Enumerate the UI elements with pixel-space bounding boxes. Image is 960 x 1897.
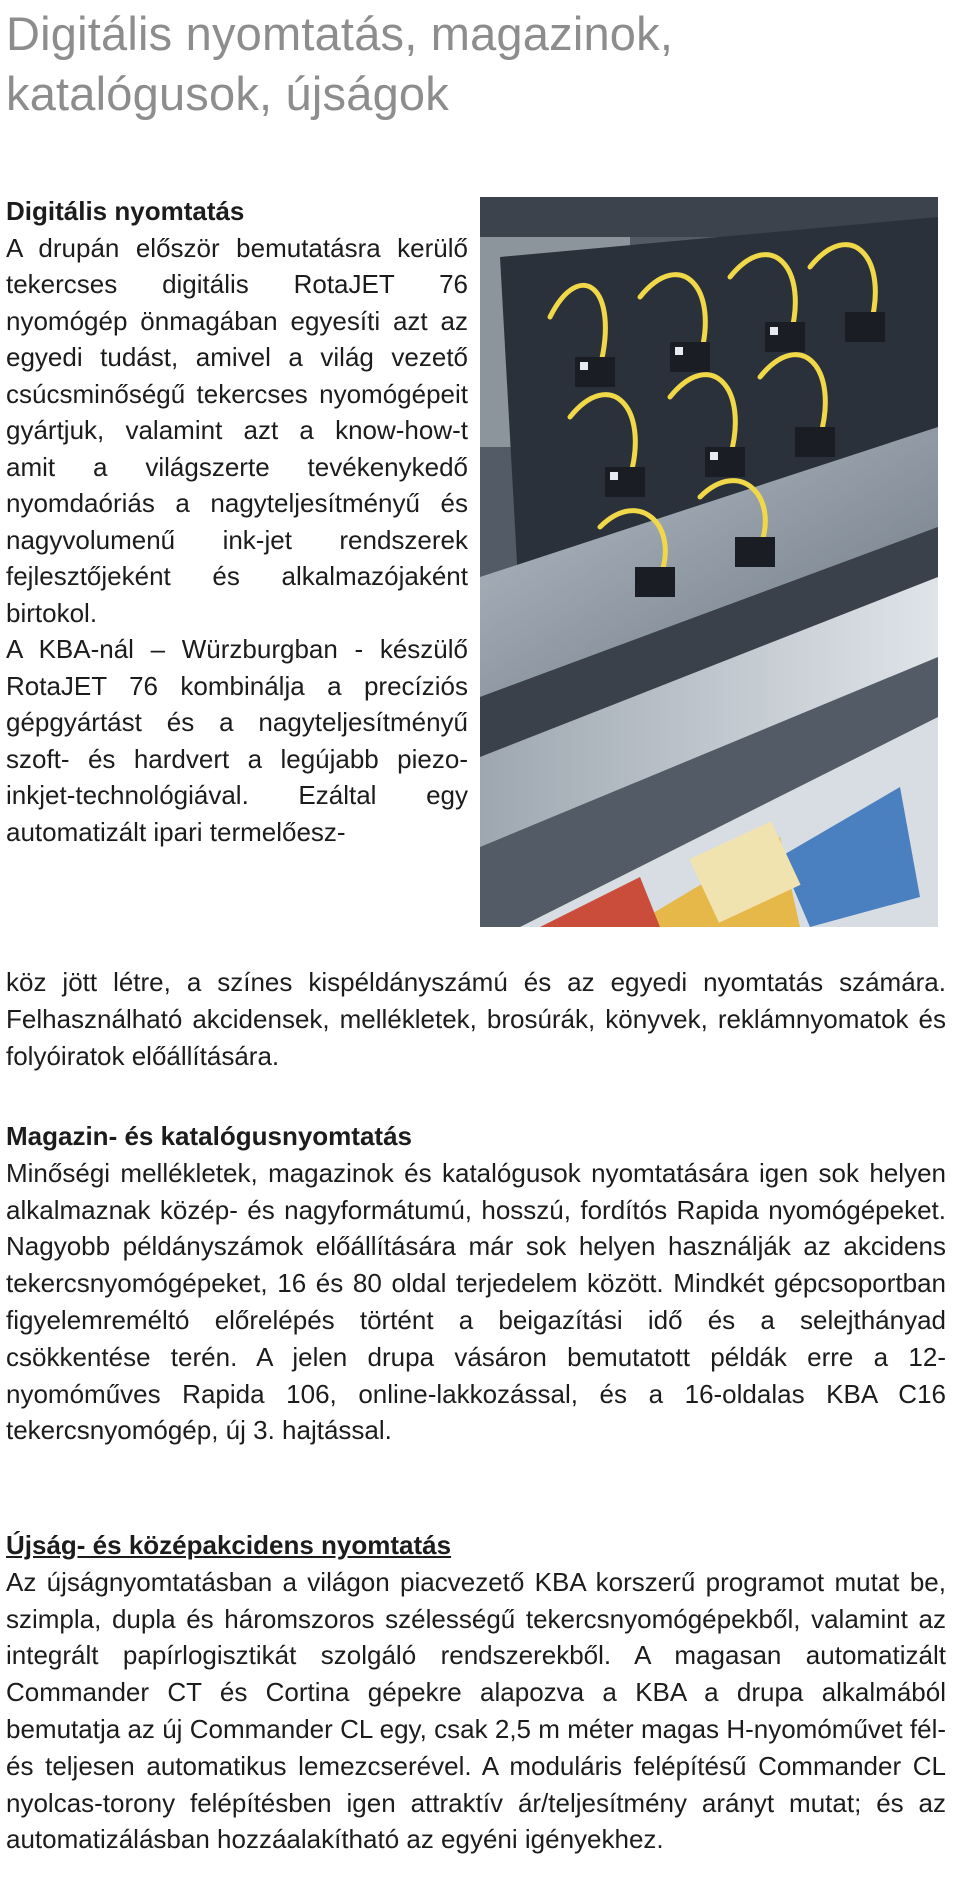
printing-machine-photo — [480, 197, 938, 927]
section-heading-digital-printing: Digitális nyomtatás — [6, 196, 245, 226]
paragraph-newspaper: Az újságnyomtatásban a világon piacvezető KBA korszerű programot mutat be, szimpla, dupla és háromszoros szélességű tekercsnyomógépekből, valamint az integrált papírlogisztikát szolgáló rendszerekből. A magasan automatizált Commander CT és Cortina gépekre alapozva a KBA a drupa alkalmából bemutatja az új Commander CL egy, csak 2,5 m méter magas H-nyomóművet fél- és teljesen automatikus lemezcserével. A moduláris felépítésű Commander CL nyolcas-torony felépítésben igen attraktív ár/teljesítmény arányt mutat; és az automatizálásban hozzáalakítható az egyéni igényekhez. — [6, 1566, 946, 1855]
paragraph-digital-printing-usage: köz jött létre, a színes kispéldányszámú és az egyedi nyomtatás számára. Felhasználható akcidensek, mellékletek, brosúrák, könyvek, reklámnyomatok és folyóiratok előállítására. — [6, 967, 946, 1071]
magazine-catalog-section — [6, 1118, 946, 1449]
page-title: Digitális nyomtatás, magazinok, katalógusok, újságok — [6, 7, 674, 120]
paragraph-kba-wurzburg: A KBA-nál – Würzburgban - készülő RotaJET 76 kombinálja a precíziós gépgyártást és a nagyteljesítményű szoft- és hardvert a legújabb piezo-inkjet-technológiával. Ezáltal egy automatizált ipari termelőesz- — [6, 634, 468, 847]
digital-printing-column — [6, 193, 468, 850]
newspaper-section — [6, 1527, 946, 1858]
paragraph-magazine-catalog: Minőségi mellékletek, magazinok és katalógusok nyomtatására igen sok helyen alkalmaznak közép- és nagyformátumú, hosszú, fordítós Rapida nyomógépeket. Nagyobb példányszámok előállítására már sok helyen használják az akcidens tekercsnyomógépeket, 16 és 80 oldal terjedelem között. Mindkét gépcsoportban figyelemreméltó előrelépés történt a beigazítási idő és a selejthányad csökkentése terén. A jelen drupa vásáron bemutatott példák erre a 12-nyomóműves Rapida 106, online-lakkozással, és a 16-oldalas KBA C16 tekercsnyomógép, új 3. hajtással. — [6, 1157, 946, 1446]
digital-printing-continuation — [6, 964, 946, 1074]
section-heading-magazine-catalog: Magazin- és katalógusnyomtatás — [6, 1121, 412, 1151]
printing-machine-illustration — [480, 197, 938, 927]
paragraph-rotajet-intro: A drupán először bemutatásra kerülő tekercses digitális RotaJET 76 nyomógép önmagában egyesíti azt az egyedi tudást, amivel a világ vezető csúcsminőségű tekercses nyomógépeit gyártjuk, valamint azt a know-how-t amit a világszerte tevékenykedő nyomdaóriás a nagyteljesítményű és nagyvolumenű ink-jet rendszerek fejlesztőjeként és alkalmazójaként birtokol. — [6, 232, 468, 628]
section-heading-newspaper: Újság- és középakcidens nyomtatás — [6, 1530, 452, 1560]
